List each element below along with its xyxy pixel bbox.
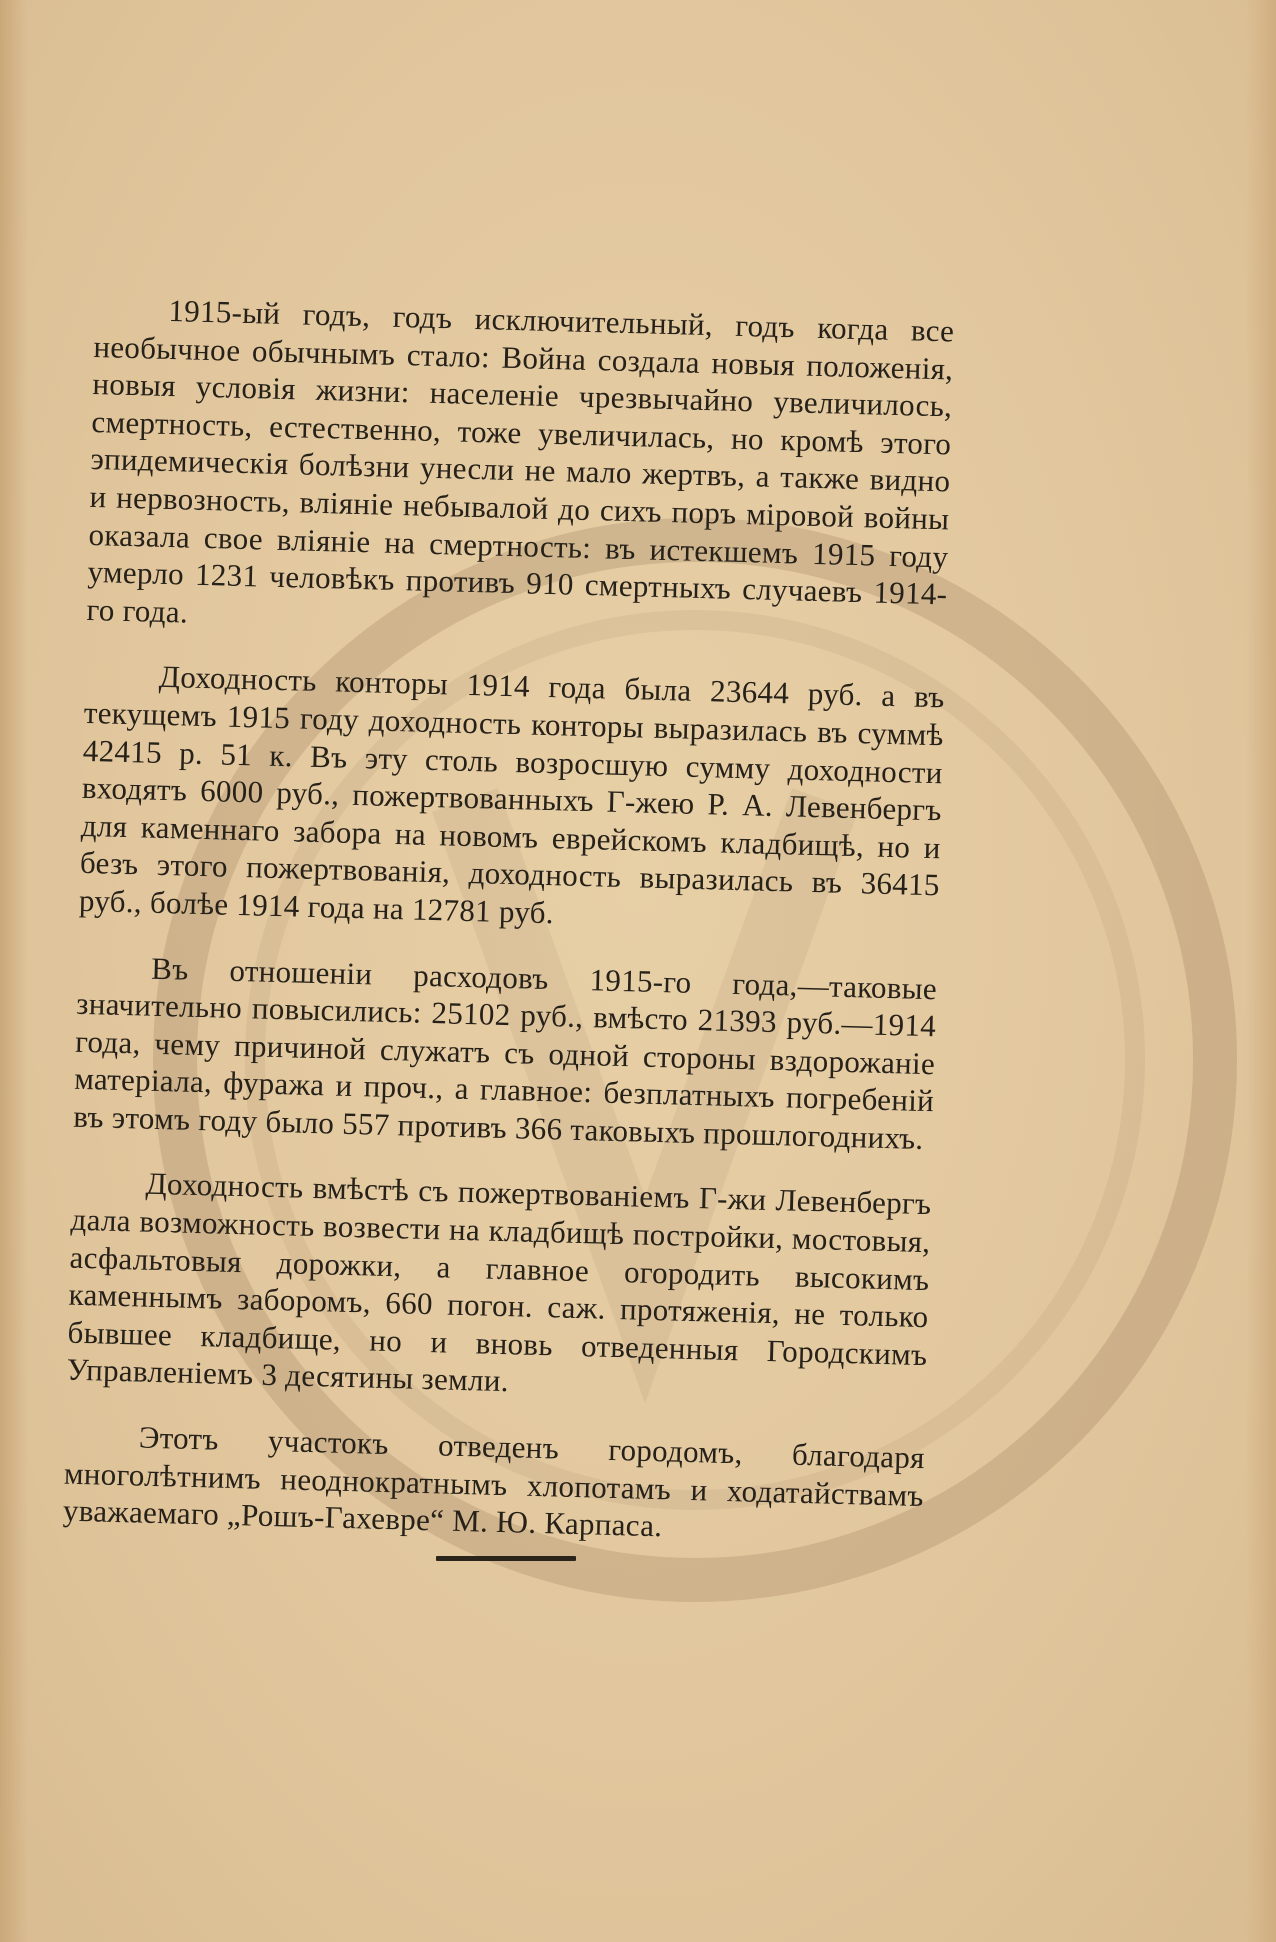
paragraph-5: Этотъ участокъ отведенъ городомъ, благодаря многолѣтнимъ неоднократнымъ хлопотамъ и ходатайствамъ уважаемаго „Рошъ-Гахевре“ М. Ю. Карпаса.: [62, 1419, 926, 1544]
paragraph-1: 1915-ый годъ, годъ исключительный, годъ когда все необычное обычнымъ стало: Война создала новыя положенія, новыя условія жизни: населеніе чрезвычайно увеличилось, смертность, естественно, тоже увеличилась, но кромѣ этого эпидемическія болѣзни унесли не мало жертвъ, а также видно и нервозность, вліяніе небывалой до сихъ поръ міровой войны оказала свое вліяніе на смертность: въ истекшемъ 1915 году умерло 1231 человѣкъ противъ 910 смертныхъ случаевъ 1914-го года.: [86, 292, 955, 630]
page-edge-left: [0, 0, 28, 1942]
paragraph-3: Въ отношеніи расходовъ 1915-го года,—таковые значительно повысились: 25102 руб., вмѣсто 21393 руб.—1914 года, чему причиной служатъ съ одной стороны вздорожаніе матеріала, фуража и проч., а главное: безплатныхъ погребеній въ этомъ году было 557 противъ 366 таковыхъ прошлогоднихъ.: [72, 950, 938, 1156]
page-edge-right: [1246, 0, 1276, 1942]
closing-rule: [436, 1556, 576, 1561]
paragraph-4: Доходность вмѣстѣ съ пожертвованіемъ Г-жи Левенбергъ дала возможность возвести на кладбищѣ постройки, мостовыя, асфальтовыя дорожки, а главное огородить высокимъ каменнымъ заборомъ, 660 погон. саж. протяженія, не только бывшее кладбище, но и вновь отведенныя Городскимъ Управленіемъ 3 десятины земли.: [66, 1166, 932, 1399]
document-text: [62, 290, 955, 1580]
paragraph-2: Доходность конторы 1914 года была 23644 руб. а въ текущемъ 1915 году доходность конторы выразилась въ суммѣ 42415 р. 51 к. Въ эту столь возросшую сумму доходности входятъ 6000 руб., пожертвованныхъ Г-жею Р. А. Левенбергъ для каменнаго забора на новомъ еврейскомъ кладбищѣ, но и безъ этого пожертвованія, доходность выразилась въ 36415 руб., болѣе 1914 года на 12781 руб.: [78, 659, 946, 931]
